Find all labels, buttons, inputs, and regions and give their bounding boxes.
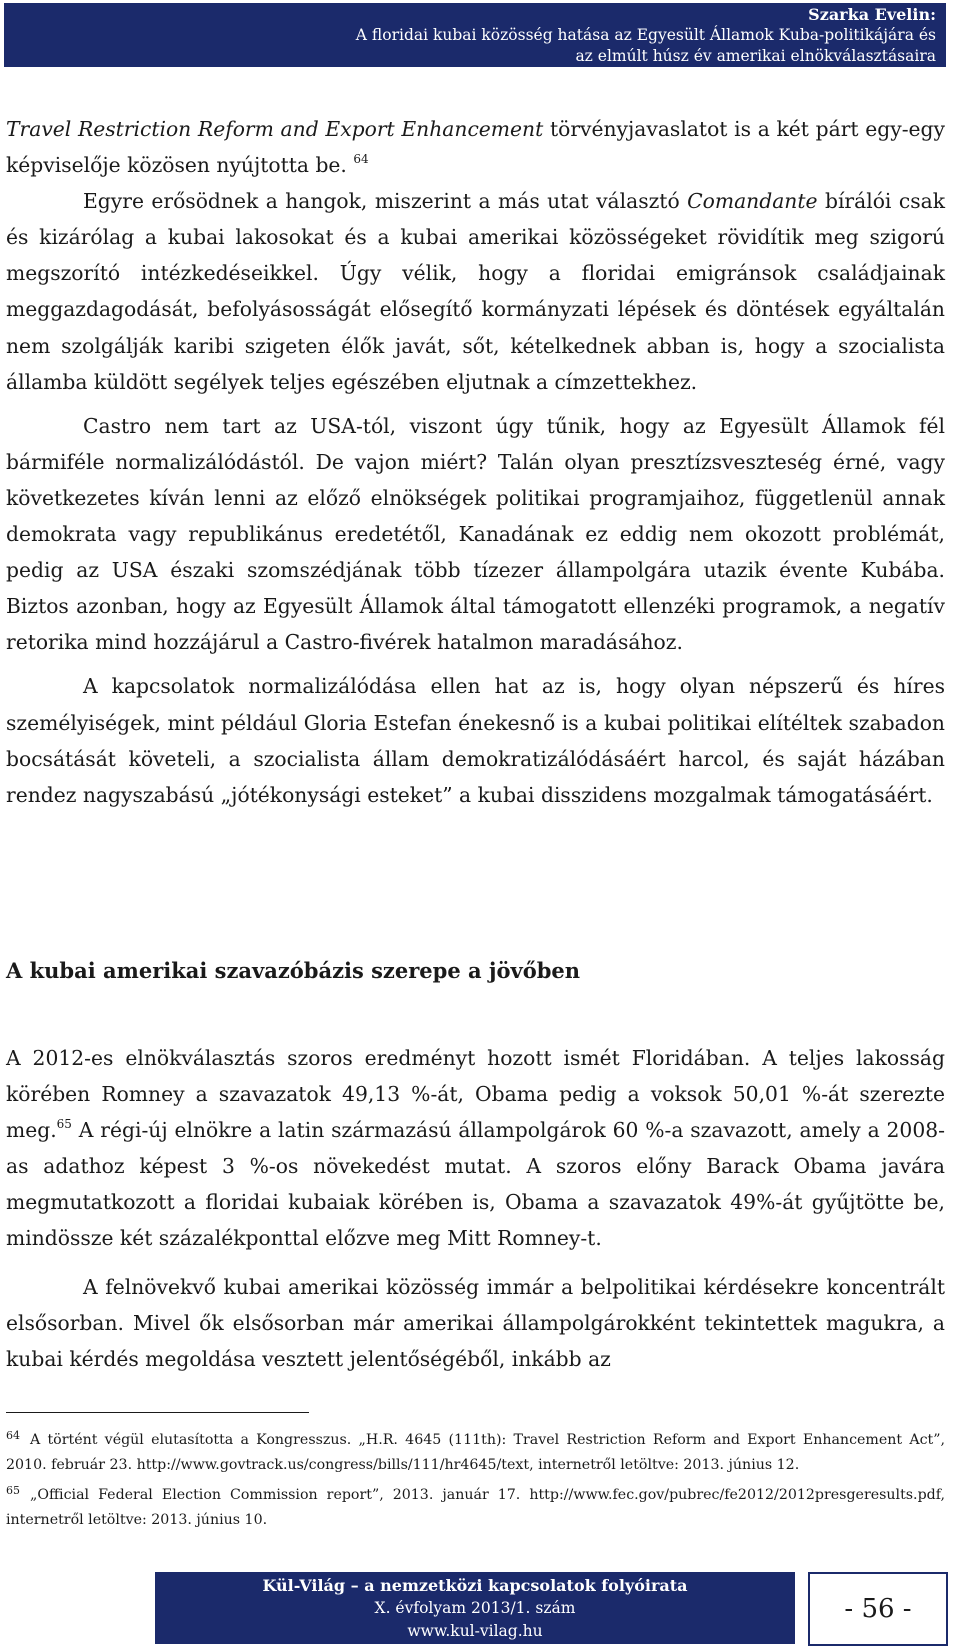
header-title-line-1: A floridai kubai közösség hatása az Egyesült Államok Kuba-politikájára és <box>355 26 936 44</box>
journal-issue: X. évfolyam 2013/1. szám <box>374 1599 576 1617</box>
footnote-64 <box>6 1423 945 1478</box>
journal-footer <box>155 1572 795 1644</box>
page-number-box <box>808 1572 948 1646</box>
running-header <box>4 3 946 67</box>
paragraph-6: A felnövekvő kubai amerikai közösség immár a belpolitikai kérdésekre koncentrált elsősorban. Mivel ők elsősorban már amerikai állampolgárokként tekintettek magukra, a kubai kérdés megoldása vesztett jelentőségéből, inkább az <box>6 1274 945 1371</box>
header-author: Szarka Evelin: <box>808 5 936 24</box>
journal-website-link[interactable]: www.kul-vilag.hu <box>407 1622 543 1640</box>
main-text <box>6 111 945 813</box>
bill-title: Travel Restriction Reform and Export Enhancement <box>6 117 544 141</box>
paragraph-2-before: Egyre erősödnek a hangok, miszerint a más utat választó <box>83 189 688 214</box>
footnote-number: 65 <box>6 1484 20 1497</box>
page-number: - 56 - <box>844 1594 912 1624</box>
header-title-line-2: az elmúlt húsz év amerikai elnökválasztásaira <box>575 47 936 65</box>
journal-name: Kül-Világ – a nemzetközi kapcsolatok folyóirata <box>262 1576 688 1595</box>
paragraph-5-a: A 2012-es elnökválasztás szoros eredményt hozott ismét Floridában. A teljes lakosság körében Romney a szavazatok 49,13 %-át, Obama pedig a voksok 50,01 %-át szerezte meg. <box>6 1046 945 1143</box>
paragraph-2 <box>6 183 945 400</box>
footnote-65 <box>6 1478 945 1533</box>
paragraph-2-after: bírálói csak és kizárólag a kubai lakosokat és a kubai amerikai közösségeket rövidítik meg szigorú megszorító intézkedéseikkel. Úgy vélik, hogy a floridai emigránsok családjainak meggazdagodását, befolyásosságát elősegítő kormányzati lépések és döntések egyáltalán nem szolgálják karibi szigeten élők javát, sőt, kételkednek abban is, hogy a szocialista államba küldött segélyek teljes egészében eljutnak a címzettekhez. <box>6 189 945 394</box>
comandante-term: Comandante <box>687 189 818 214</box>
paragraph-5-b: A régi-új elnökre a latin származású állampolgárok 60 %-a szavazott, amely a 2008-as adathoz képest 3 %-os növekedést mutat. A szoros előny Barack Obama javára megmutatkozott a floridai kubaiak körében is, Obama a szavazatok 49%-át gyűjtötte be, mindössze két százalékponttal előzve meg Mitt Romney-t. <box>6 1118 945 1251</box>
footnotes <box>6 1423 945 1533</box>
section-text <box>6 1040 945 1377</box>
footnote-number: 64 <box>6 1429 20 1442</box>
footnote-ref-64[interactable]: 64 <box>353 152 369 167</box>
paragraph-4: A kapcsolatok normalizálódása ellen hat az is, hogy olyan népszerű és híres személyiségek, mint például Gloria Estefan énekesnő is a kubai politikai elítéltek szabadon bocsátását követeli, a szocialista állam demokratizálódásáért harcol, és saját házában rendez nagyszabású „jótékonysági esteket” a kubai disszidens mozgalmak támogatásáért. <box>6 674 945 807</box>
footnote-text: A történt végül elutasította a Kongresszus. „H.R. 4645 (111th): Travel Restriction Reform and Export Enhancement Act”, 2010. február 23. http://www.govtrack.us/congress/bills/111/hr4645/text, internetről letöltve: 2013. június 12. <box>6 1432 945 1473</box>
footnote-text: „Official Federal Election Commission report”, 2013. január 17. http://www.fec.gov/pubrec/fe2012/2012presgeresults.pdf, internetről letöltve: 2013. június 10. <box>6 1487 945 1528</box>
footnote-ref-65[interactable]: 65 <box>56 1117 72 1132</box>
footnote-divider <box>6 1412 309 1413</box>
paragraph-1 <box>6 111 945 183</box>
paragraph-5 <box>6 1040 945 1257</box>
section-heading: A kubai amerikai szavazóbázis szerepe a jövőben <box>6 958 581 983</box>
paragraph-3: Castro nem tart az USA-tól, viszont úgy tűnik, hogy az Egyesült Államok fél bármiféle normalizálódástól. De vajon miért? Talán olyan presztízsveszteség érné, vagy következetes kíván lenni az előző elnökségek politikai programjaihoz, függetlenül annak demokrata vagy republikánus eredetétől, Kanadának ez eddig nem okozott problémát, pedig az USA északi szomszédjának több tízezer állampolgára utazik évente Kubába. Biztos azonban, hogy az Egyesült Államok által támogatott ellenzéki programok, a negatív retorika mind hozzájárul a Castro-fivérek hatalmon maradásához. <box>6 413 945 655</box>
paragraph-1-text: törvényjavaslatot is a két párt egy-egy képviselője közösen nyújtotta be. <box>6 117 946 178</box>
